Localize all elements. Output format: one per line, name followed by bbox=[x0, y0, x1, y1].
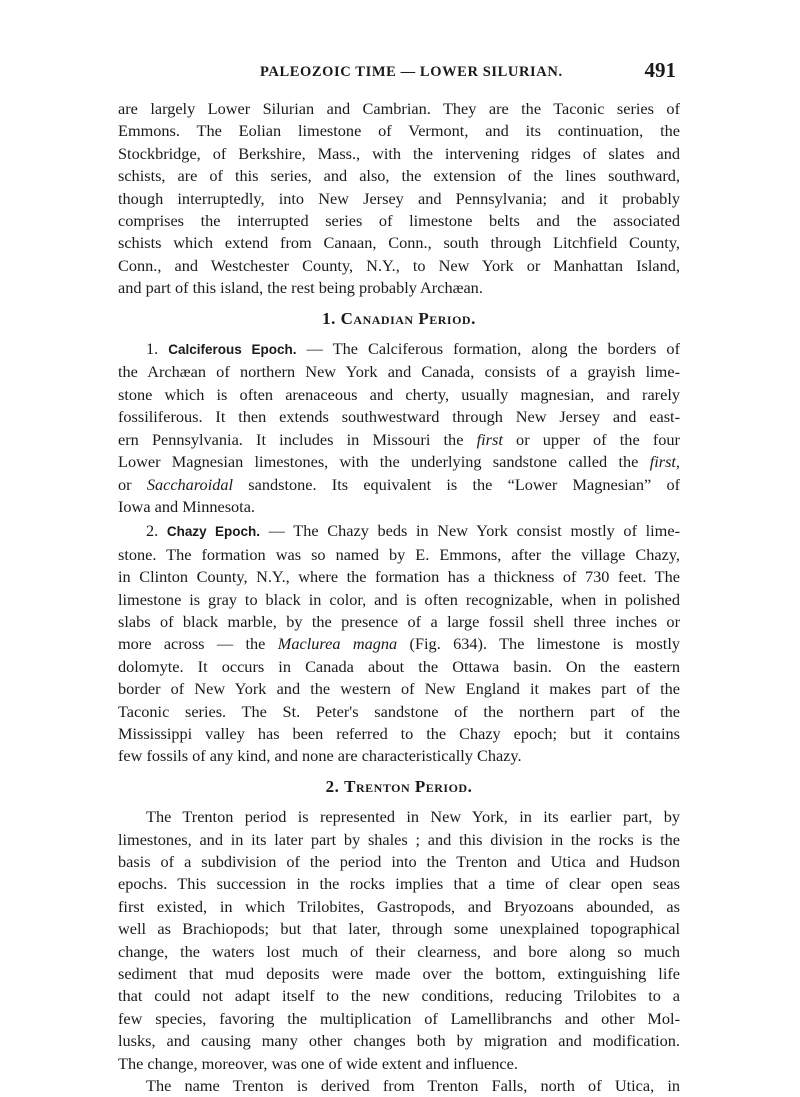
text-line: are largely Lower Silurian and Cambrian. They are the Taconic series of bbox=[118, 99, 680, 118]
text-line bbox=[118, 338, 680, 361]
text-line: first existed, in which Trilobites, Gastropods, and Bryozoans abounded, as bbox=[118, 896, 680, 916]
text-line: Mississippi valley has been referred to the Chazy epoch; but it contains bbox=[118, 723, 680, 743]
text-line: Iowa and Minnesota. bbox=[118, 496, 255, 516]
trenton-name-paragraph bbox=[118, 1075, 680, 1097]
epoch-number: 1. bbox=[146, 339, 159, 359]
text-line: well as Brachiopods; but that later, through some unexplained topographical bbox=[118, 919, 680, 939]
page-body bbox=[118, 98, 680, 1097]
text-line: Taconic series. The St. Peter's sandstone of the northern part of the bbox=[118, 701, 680, 721]
text-line: The Trenton period is represented in New York, in its earlier part, by bbox=[146, 807, 680, 827]
section-number: 2. bbox=[325, 776, 340, 796]
text-line: stone. The formation was so named by E. Emmons, after the village Chazy, bbox=[118, 544, 680, 564]
text-line: stone which is often arenaceous and cherty, usually magnesian, and rarely bbox=[118, 384, 680, 404]
section-heading-canadian bbox=[118, 308, 680, 330]
italic-term: first, bbox=[649, 452, 681, 472]
section-heading-trenton bbox=[118, 776, 680, 798]
text-line: few fossils of any kind, and none are characteristically Chazy. bbox=[118, 746, 522, 766]
trenton-paragraph bbox=[118, 806, 680, 1075]
calciferous-paragraph bbox=[118, 338, 680, 518]
text-span: The Calciferous formation, along the borders of bbox=[332, 339, 680, 359]
epoch-number: 2. bbox=[146, 521, 159, 541]
italic-term: Maclurea magna bbox=[277, 634, 398, 654]
text-line: limestone is gray to black in color, and is often recognizable, when in polished bbox=[118, 589, 680, 609]
text-line: and part of this island, the rest being probably Archæan. bbox=[118, 278, 483, 298]
text-line: fossiliferous. It then extends southwestward through New Jersey and east- bbox=[118, 407, 680, 427]
text-line: lusks, and causing many other changes both by migration and modification. bbox=[118, 1031, 680, 1051]
text-span: The Chazy beds in New York consist mostly of lime- bbox=[293, 521, 680, 541]
text-line: Stockbridge, of Berkshire, Mass., with the intervening ridges of slates and bbox=[118, 143, 680, 163]
text-line: Conn., and Westchester County, N.Y., to New York or Manhattan Island, bbox=[118, 255, 680, 275]
text-span: Lower Magnesian limestones, with the underlying sandstone called the bbox=[118, 452, 639, 472]
running-head: PALEOZOIC TIME — LOWER SILURIAN. bbox=[260, 64, 563, 80]
text-line: schists which extend from Canaan, Conn., south through Litchfield County, bbox=[118, 233, 680, 253]
text-line: comprises the interrupted series of limestone belts and the associated bbox=[118, 211, 680, 231]
text-line: few species, favoring the multiplication of Lamellibranchs and other Mol- bbox=[118, 1008, 680, 1028]
text-line: sediment that mud deposits were made over the bottom, extinguishing life bbox=[118, 964, 680, 984]
dash: — bbox=[296, 339, 333, 359]
text-line: The name Trenton is derived from Trenton Falls, north of Utica, in bbox=[146, 1076, 680, 1096]
epoch-title: Calciferous Epoch. bbox=[168, 342, 297, 358]
text-span: or bbox=[118, 474, 132, 494]
text-span: more across — the bbox=[118, 634, 266, 654]
section-title: Trenton Period. bbox=[344, 776, 473, 796]
italic-term: Saccharoidal bbox=[146, 474, 234, 494]
page-number: 491 bbox=[644, 58, 676, 82]
italic-term: first bbox=[476, 429, 503, 449]
text-line: that could not adapt itself to the new conditions, reducing Trilobites to a bbox=[118, 986, 680, 1006]
section-title: Canadian Period. bbox=[340, 308, 476, 328]
text-line: though interruptedly, into New Jersey and Pennsylvania; and it probably bbox=[118, 188, 680, 208]
text-line: Emmons. The Eolian limestone of Vermont, and its continuation, the bbox=[118, 121, 680, 141]
chazy-paragraph bbox=[118, 520, 680, 767]
text-line: border of New York and the western of New England it makes part of the bbox=[118, 679, 680, 699]
section-number: 1. bbox=[322, 308, 336, 328]
text-line bbox=[118, 474, 680, 496]
text-line bbox=[118, 520, 680, 543]
text-line: slabs of black marble, by the presence of a large fossil shell three inches or bbox=[118, 611, 680, 631]
text-span: (Fig. 634). The limestone is mostly bbox=[409, 634, 680, 654]
text-line: limestones, and in its later part by shales ; and this division in the rocks is the bbox=[118, 829, 680, 849]
text-line bbox=[118, 633, 680, 655]
page-header bbox=[118, 56, 680, 86]
epoch-title: Chazy Epoch. bbox=[166, 524, 260, 540]
text-line: the Archæan of northern New York and Canada, consists of a grayish lime- bbox=[118, 362, 680, 382]
dash: — bbox=[259, 521, 294, 541]
text-span: or upper of the four bbox=[516, 429, 680, 449]
text-span: sandstone. Its equivalent is the “Lower Magnesian” of bbox=[248, 474, 681, 494]
text-line: in Clinton County, N.Y., where the formation has a thickness of 730 feet. The bbox=[118, 567, 680, 587]
intro-paragraph bbox=[118, 98, 680, 300]
text-line bbox=[118, 429, 680, 451]
text-span: ern Pennsylvania. It includes in Missouri the bbox=[118, 429, 464, 449]
text-line: The change, moreover, was one of wide extent and influence. bbox=[118, 1053, 518, 1073]
text-line bbox=[118, 451, 680, 473]
text-line: change, the waters lost much of their clearness, and bore along so much bbox=[118, 941, 680, 961]
text-line: basis of a subdivision of the period into the Trenton and Utica and Hudson bbox=[118, 852, 680, 871]
text-line: epochs. This succession in the rocks implies that a time of clear open seas bbox=[118, 874, 680, 894]
text-line: schists, are of this series, and also, the extension of the lines southward, bbox=[118, 166, 680, 186]
text-line: dolomyte. It occurs in Canada about the Ottawa basin. On the eastern bbox=[118, 656, 680, 676]
